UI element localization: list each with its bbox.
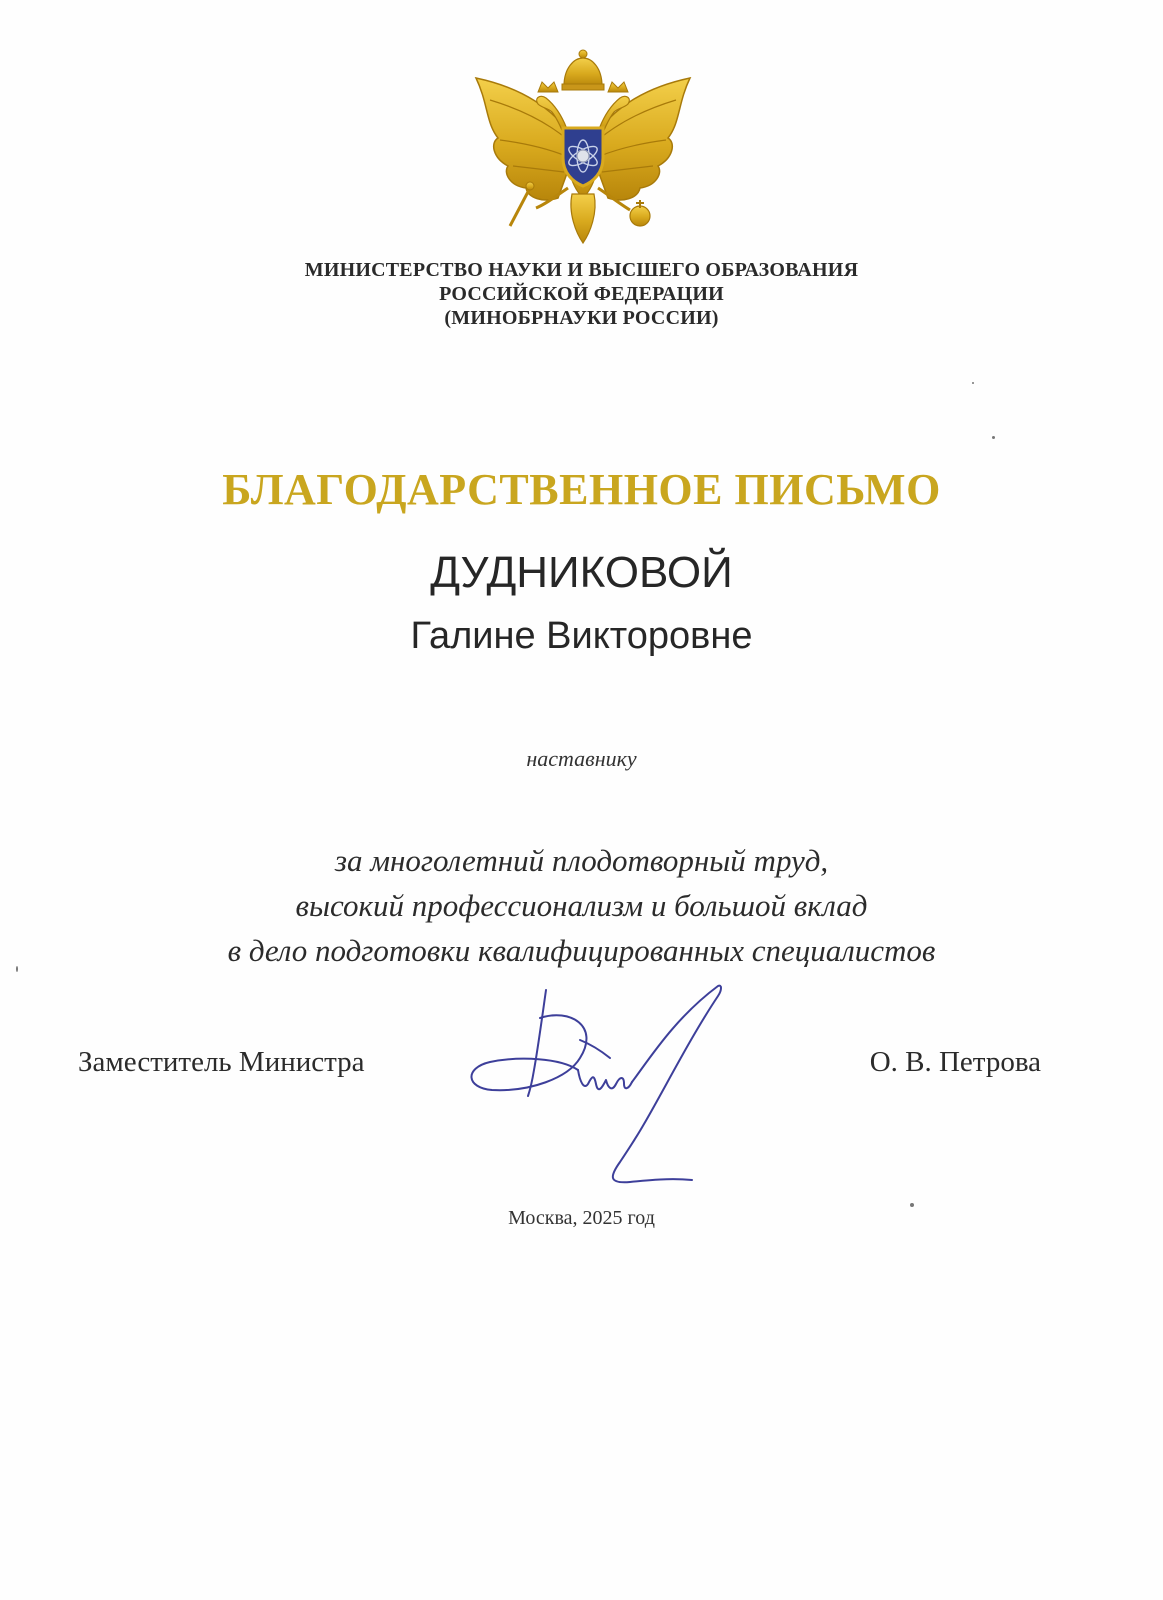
paper-speck <box>16 966 18 972</box>
paper-speck <box>992 436 995 439</box>
reason-line: высокий профессионализм и большой вклад <box>295 888 868 923</box>
handwritten-signature-icon <box>460 978 740 1188</box>
reason-line: в дело подготовки квалифицированных специалистов <box>227 933 936 968</box>
award-reason <box>0 838 1163 973</box>
double-headed-eagle-icon <box>468 48 698 248</box>
letter-title: БЛАГОДАРСТВЕННОЕ ПИСЬМО <box>222 465 941 514</box>
recipient-role: наставнику <box>526 746 637 771</box>
recipient-surname: ДУДНИКОВОЙ <box>430 548 733 597</box>
paper-speck <box>972 382 974 384</box>
paper-speck <box>910 1203 914 1207</box>
recipient-given-name: Галине Викторовне <box>410 615 753 657</box>
ministry-name <box>0 258 1163 330</box>
ministry-line-2: РОССИЙСКОЙ ФЕДЕРАЦИИ <box>439 283 724 305</box>
signatory-position: Заместитель Министра <box>78 1046 365 1078</box>
ministry-line-1: МИНИСТЕРСТВО НАУКИ И ВЫСШЕГО ОБРАЗОВАНИЯ <box>304 259 859 281</box>
signatory-name: О. В. Петрова <box>869 1046 1041 1078</box>
ministry-line-3: (МИНОБРНАУКИ РОССИИ) <box>444 307 719 329</box>
reason-line: за многолетний плодотворный труд, <box>334 843 829 878</box>
place-and-date: Москва, 2025 год <box>508 1207 655 1229</box>
